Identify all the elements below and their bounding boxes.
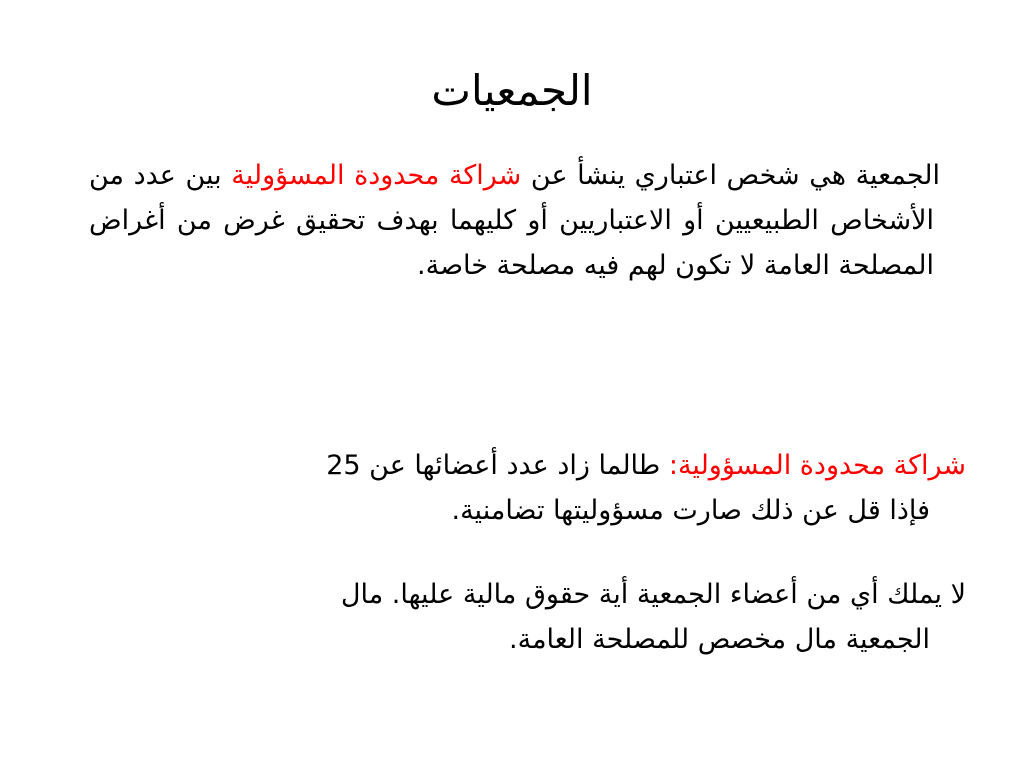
paragraph-financial-rights-text-1: لا يملك أي من أعضاء الجمعية أية حقوق مالية عليها. مال (340, 579, 966, 610)
paragraph-financial-rights-text-2: الجمعية مال مخصص للمصلحة العامة. (509, 624, 930, 655)
paragraph-definition (89, 153, 940, 288)
paragraph-definition-text-2: بين عدد من الأشخاص الطبيعيين أو الاعتباريين أو كليهما بهدف تحقيق غرض من أغراض المصلحة العامة لا تكون لهم فيه مصلحة خاصة. (89, 160, 934, 281)
paragraph-limited-liability (73, 443, 966, 533)
paragraph-financial-rights (86, 572, 966, 662)
limited-liability-label: شراكة محدودة المسؤولية: (668, 450, 966, 481)
paragraph-limited-liability-text-2: فإذا قل عن ذلك صارت مسؤوليتها تضامنية. (451, 495, 930, 526)
member-count-number: 25 (326, 450, 361, 481)
limited-liability-highlight: شراكة محدودة المسؤولية (231, 160, 522, 191)
paragraph-definition-text-1: الجمعية هي شخص اعتباري ينشأ عن (521, 160, 940, 191)
slide-title: الجمعيات (431, 66, 593, 115)
paragraph-limited-liability-text-1: طالما زاد عدد أعضائها عن (360, 450, 669, 481)
